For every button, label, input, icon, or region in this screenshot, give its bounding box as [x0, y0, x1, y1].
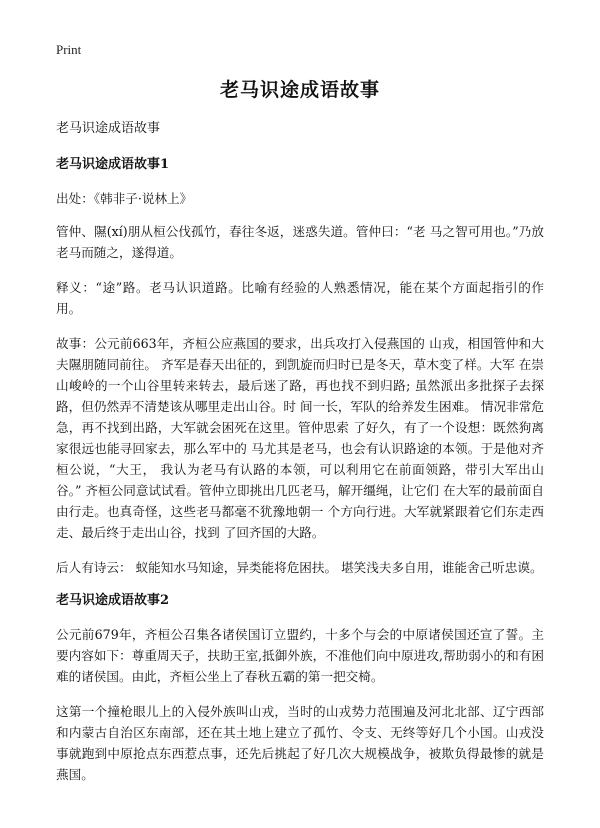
definition-paragraph: 释义：“途”路。老马认识道路。比喻有经验的人熟悉情况，能在某个方面起指引的作用。: [56, 280, 544, 316]
section-heading-2: 老马识途成语故事2: [56, 593, 170, 608]
story2-paragraph-1: 公元前679年，齐桓公召集各诸侯国订立盟约，十多个与会的中原诸侯国还宣了誓。主要内容如下：尊重周天子，扶助王室,抵御外族，不准他们向中原进攻,帮助弱小的和有困难的诸侯国。由此，齐桓公坐上了春秋五霸的第一把交椅。: [56, 627, 544, 684]
print-link[interactable]: Print: [56, 42, 82, 57]
story2-paragraph-2: 这第一个撞枪眼儿上的入侵外族叫山戎，当时的山戎势力范围遍及河北北部、辽宁西部和内蒙古自治区东南部，还在其土地上建立了孤竹、令支、无终等好几个小国。山戎没事就跑到中原抢点东西惹点事，还先后挑起了好几次大规模战争，被欺负得最惨的就是燕国。: [56, 704, 544, 782]
document-subtitle: 老马识途成语故事: [56, 121, 161, 136]
story-paragraph: 故事：公元前663年，齐桓公应燕国的要求，出兵攻打入侵燕国的 山戎，相国管仲和大夫隰朋随同前往。 齐军是春天出征的，到凯旋而归时已是冬天，草木变了样。大军 在崇山峻岭的一个山谷里转来转去，最后迷了路，再也找不到归路; 虽然派出多批探子去探路，但仍然弄不清楚该从哪里走出山谷。时 间一长，军队的给养发生困难。 情况非常危急，再不找到出路，大军就会困死在这里。管仲思索 了好久，有了一个设想：既然狗离家很远也能寻回家去，那么军中的 马尤其是老马，也会有认识路途的本领。于是他对齐桓公说，“大王， 我认为老马有认路的本领，可以利用它在前面领路，带引大军出山 谷。” 齐桓公同意试试看。管仲立即挑出几匹老马，解开缰绳，让它们 在大军的最前面自由行走。也真奇怪，这些老马都毫不犹豫地朝一 个方向行进。大军就紧跟着它们东走西走、最后终于走出山谷，找到 了回齐国的大路。: [56, 336, 544, 540]
section-heading-1: 老马识途成语故事1: [56, 157, 170, 172]
original-text-paragraph: 管仲、隰(xí)朋从桓公伐孤竹，春往冬返，迷惑失道。管仲曰：“老 马之智可用也。”乃放老马而随之，遂得道。: [56, 224, 544, 260]
source-paragraph: 出处：《韩非子·说林上》: [56, 191, 193, 206]
page-title: 老马识途成语故事: [219, 79, 380, 101]
poem-paragraph: 后人有诗云： 蚁能知水马知途，异类能将危困扶。 堪笑浅夫多自用，谁能舍己听忠谟。: [56, 560, 543, 575]
